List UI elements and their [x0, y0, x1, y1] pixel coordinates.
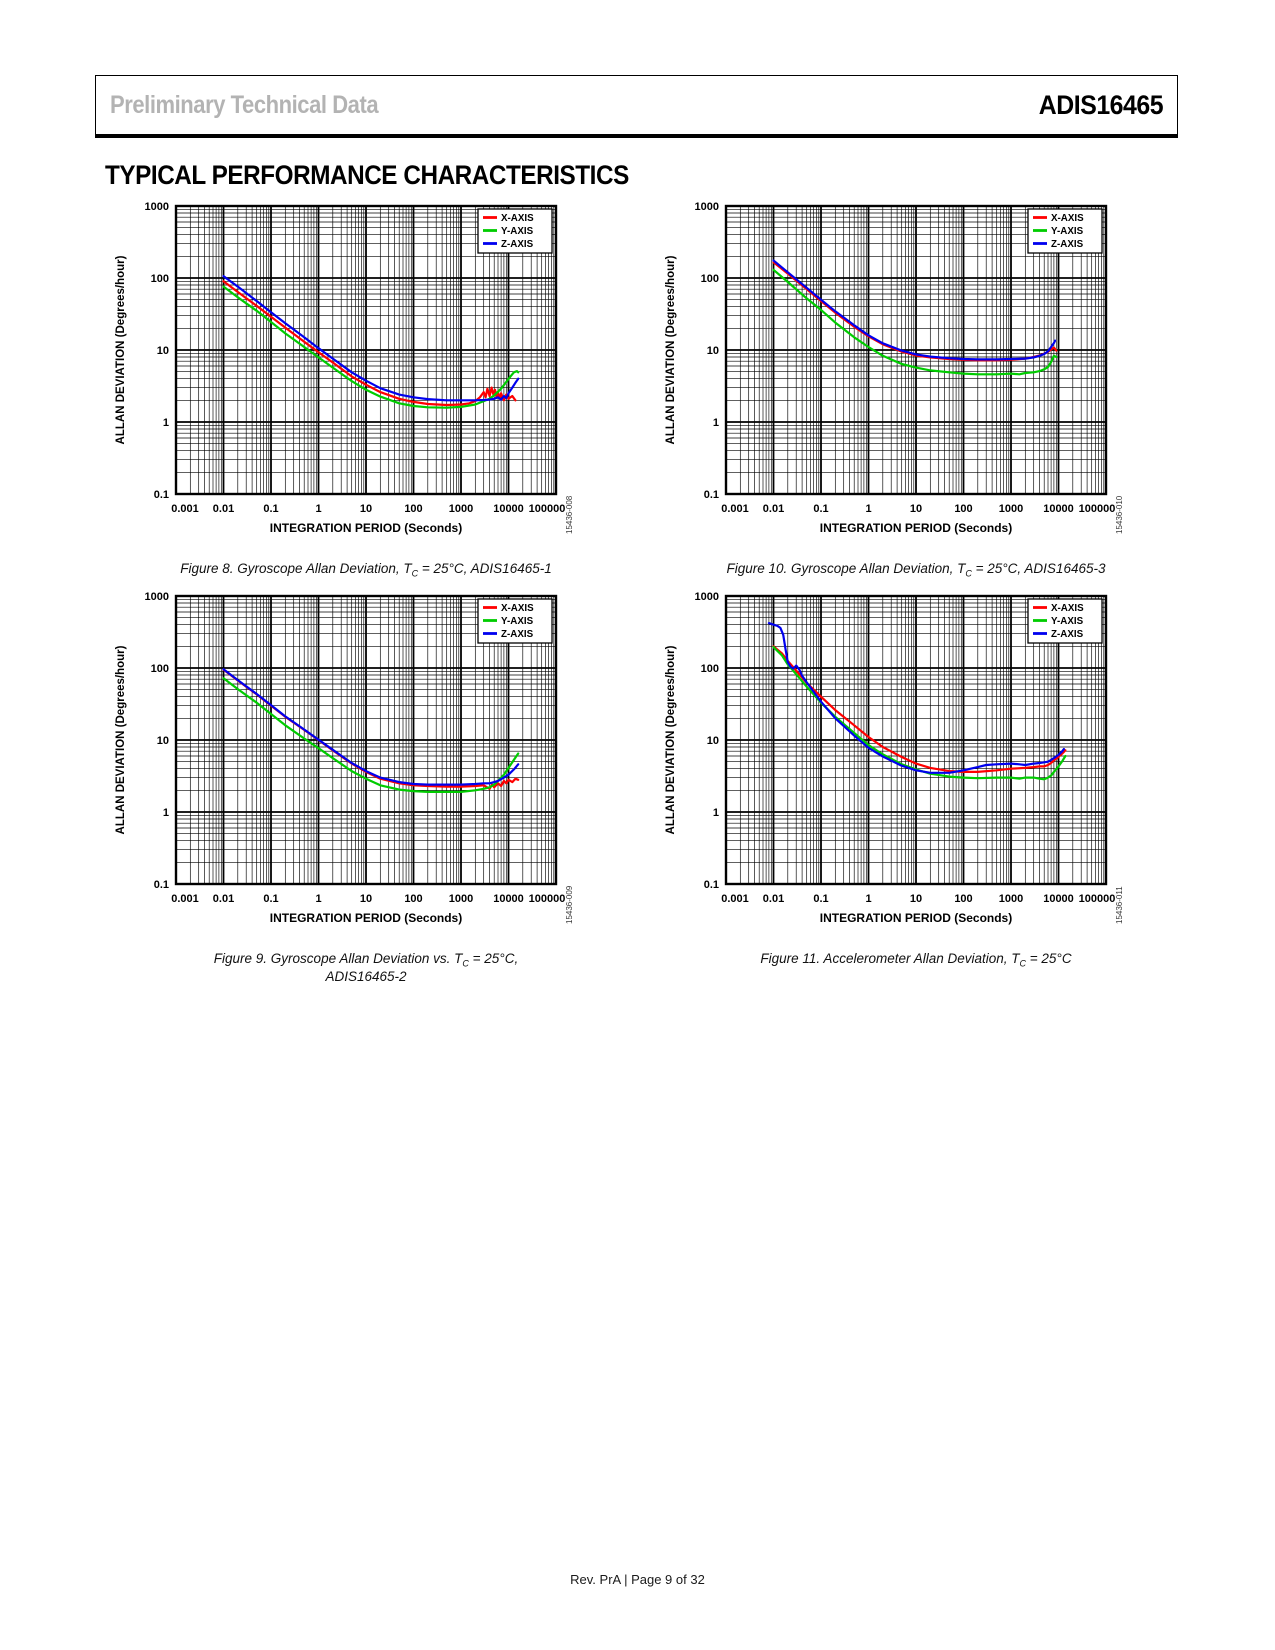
chart-figure-8: [108, 198, 628, 579]
figure-9-caption: [176, 951, 556, 984]
x-tick-label: 1000: [998, 893, 1024, 905]
chart-figure-10: [658, 198, 1178, 579]
legend: [1028, 599, 1102, 643]
x-tick-label: 100000: [528, 503, 566, 515]
caption-subscript: C: [411, 568, 419, 579]
x-tick-label: 0.01: [212, 503, 235, 515]
figure-code: 15436-010: [1115, 495, 1124, 534]
y-tick-label: 1000: [144, 201, 169, 213]
x-tick-label: 0.001: [721, 893, 749, 905]
series-z-axis: [774, 261, 1056, 360]
x-axis-title: INTEGRATION PERIOD (Seconds): [269, 521, 463, 535]
x-axis-title: INTEGRATION PERIOD (Seconds): [269, 911, 463, 925]
x-tick-label: 1: [315, 503, 322, 515]
caption-text: = 25°C, ADIS16465-2: [325, 951, 519, 984]
caption-subscript: C: [462, 958, 469, 969]
x-tick-label: 10: [359, 503, 373, 515]
y-tick-label: 0.1: [153, 489, 169, 501]
x-tick-label: 1000: [998, 503, 1024, 515]
chart-canvas-figure-9: [108, 588, 628, 933]
legend-label: Z-AXIS: [501, 239, 534, 250]
series-y-axis: [224, 287, 519, 408]
caption-text: Figure 9. Gyroscope Allan Deviation vs. T: [213, 951, 463, 966]
y-tick-label: 100: [150, 273, 169, 285]
x-tick-label: 0.1: [813, 503, 829, 515]
x-tick-label: 10000: [493, 893, 524, 905]
y-tick-label: 1: [712, 807, 719, 819]
figure-code: 15436-009: [565, 885, 574, 924]
y-tick-label: 1: [162, 807, 169, 819]
figure-code: 15436-008: [565, 495, 574, 534]
y-tick-label: 0.1: [703, 489, 719, 501]
x-tick-label: 100000: [1078, 503, 1116, 515]
y-tick-label: 1000: [694, 591, 719, 603]
x-tick-label: 10000: [1043, 503, 1074, 515]
legend: [478, 599, 552, 643]
x-tick-label: 0.1: [263, 503, 279, 515]
x-tick-label: 1000: [448, 503, 474, 515]
x-axis-title: INTEGRATION PERIOD (Seconds): [819, 911, 1013, 925]
x-tick-label: 10000: [1043, 893, 1074, 905]
x-tick-label: 0.1: [813, 893, 829, 905]
legend-label: Y-AXIS: [501, 226, 534, 237]
x-tick-label: 100: [954, 503, 973, 515]
legend-label: Y-AXIS: [1051, 226, 1084, 237]
series-x-axis: [774, 262, 1057, 360]
x-tick-label: 0.001: [171, 503, 199, 515]
series-x-axis: [774, 646, 1066, 772]
figure-11-caption: [726, 951, 1106, 969]
y-axis-title: ALLAN DEVIATION (Degrees/hour): [665, 255, 677, 445]
x-tick-label: 100000: [1078, 893, 1116, 905]
x-tick-label: 0.01: [762, 503, 785, 515]
legend-label: X-AXIS: [501, 603, 534, 614]
x-tick-label: 1000: [448, 893, 474, 905]
caption-subscript: C: [1019, 958, 1027, 969]
x-tick-label: 100: [954, 893, 973, 905]
x-tick-label: 10: [359, 893, 373, 905]
y-axis-title: ALLAN DEVIATION (Degrees/hour): [665, 645, 677, 835]
y-tick-label: 10: [706, 345, 719, 357]
x-axis-title: INTEGRATION PERIOD (Seconds): [819, 521, 1013, 535]
figure-code: 15436-011: [1115, 886, 1124, 924]
chart-canvas-figure-8: [108, 198, 628, 543]
legend-label: Z-AXIS: [501, 629, 534, 640]
legend-label: Z-AXIS: [1051, 629, 1084, 640]
y-tick-label: 10: [156, 735, 169, 747]
x-tick-label: 0.01: [212, 893, 235, 905]
chart-figure-11: [658, 588, 1178, 969]
x-tick-label: 100000: [528, 893, 566, 905]
y-tick-label: 1: [712, 417, 719, 429]
y-tick-label: 10: [706, 735, 719, 747]
x-tick-label: 0.001: [721, 503, 749, 515]
caption-text: = 25°C: [1026, 951, 1072, 966]
caption-subscript: C: [965, 568, 972, 579]
chart-canvas-figure-10: [658, 198, 1178, 543]
y-tick-label: 10: [156, 345, 169, 357]
legend: [1028, 209, 1102, 253]
page-header: [95, 75, 1178, 138]
header-part-number: ADIS16465: [1038, 89, 1163, 120]
series-z-axis: [224, 669, 519, 784]
y-axis-title: ALLAN DEVIATION (Degrees/hour): [115, 255, 127, 445]
caption-text: Figure 11. Accelerometer Allan Deviation, T: [760, 951, 1020, 966]
x-tick-label: 0.01: [762, 893, 785, 905]
legend-label: X-AXIS: [1051, 213, 1084, 224]
caption-text: Figure 8. Gyroscope Allan Deviation, T: [180, 561, 412, 576]
series-x-axis: [224, 670, 519, 789]
series-y-axis: [774, 647, 1066, 779]
y-tick-label: 100: [150, 663, 169, 675]
x-tick-label: 1: [315, 893, 322, 905]
x-tick-label: 10000: [493, 503, 524, 515]
x-tick-label: 1: [865, 503, 872, 515]
legend: [478, 209, 552, 253]
x-tick-label: 10: [909, 893, 923, 905]
y-tick-label: 0.1: [703, 879, 719, 891]
y-tick-label: 100: [700, 663, 719, 675]
x-tick-label: 0.1: [263, 893, 279, 905]
section-title: TYPICAL PERFORMANCE CHARACTERISTICS: [105, 160, 629, 190]
figure-10-caption: [726, 561, 1106, 579]
chart-canvas-figure-11: [658, 588, 1178, 933]
figure-8-caption: [176, 561, 556, 579]
x-tick-label: 100: [404, 503, 423, 515]
chart-figure-9: [108, 588, 628, 984]
y-tick-label: 0.1: [153, 879, 169, 891]
caption-text: = 25°C, ADIS16465-1: [418, 561, 552, 576]
y-tick-label: 100: [700, 273, 719, 285]
legend-label: Y-AXIS: [1051, 616, 1084, 627]
legend-label: Z-AXIS: [1051, 239, 1084, 250]
y-tick-label: 1000: [694, 201, 719, 213]
series-z-axis: [224, 276, 519, 400]
y-tick-label: 1000: [144, 591, 169, 603]
x-tick-label: 0.001: [171, 893, 199, 905]
x-tick-label: 10: [909, 503, 923, 515]
caption-text: = 25°C, ADIS16465-3: [971, 561, 1106, 576]
legend-label: Y-AXIS: [501, 616, 534, 627]
y-axis-title: ALLAN DEVIATION (Degrees/hour): [115, 645, 127, 835]
caption-text: Figure 10. Gyroscope Allan Deviation, T: [726, 561, 966, 576]
y-tick-label: 1: [162, 417, 169, 429]
page-footer: Rev. PrA | Page 9 of 32: [570, 1572, 705, 1587]
legend-label: X-AXIS: [501, 213, 534, 224]
x-tick-label: 1: [865, 893, 872, 905]
x-tick-label: 100: [404, 893, 423, 905]
header-preliminary-label: Preliminary Technical Data: [110, 90, 379, 119]
legend-label: X-AXIS: [1051, 603, 1084, 614]
